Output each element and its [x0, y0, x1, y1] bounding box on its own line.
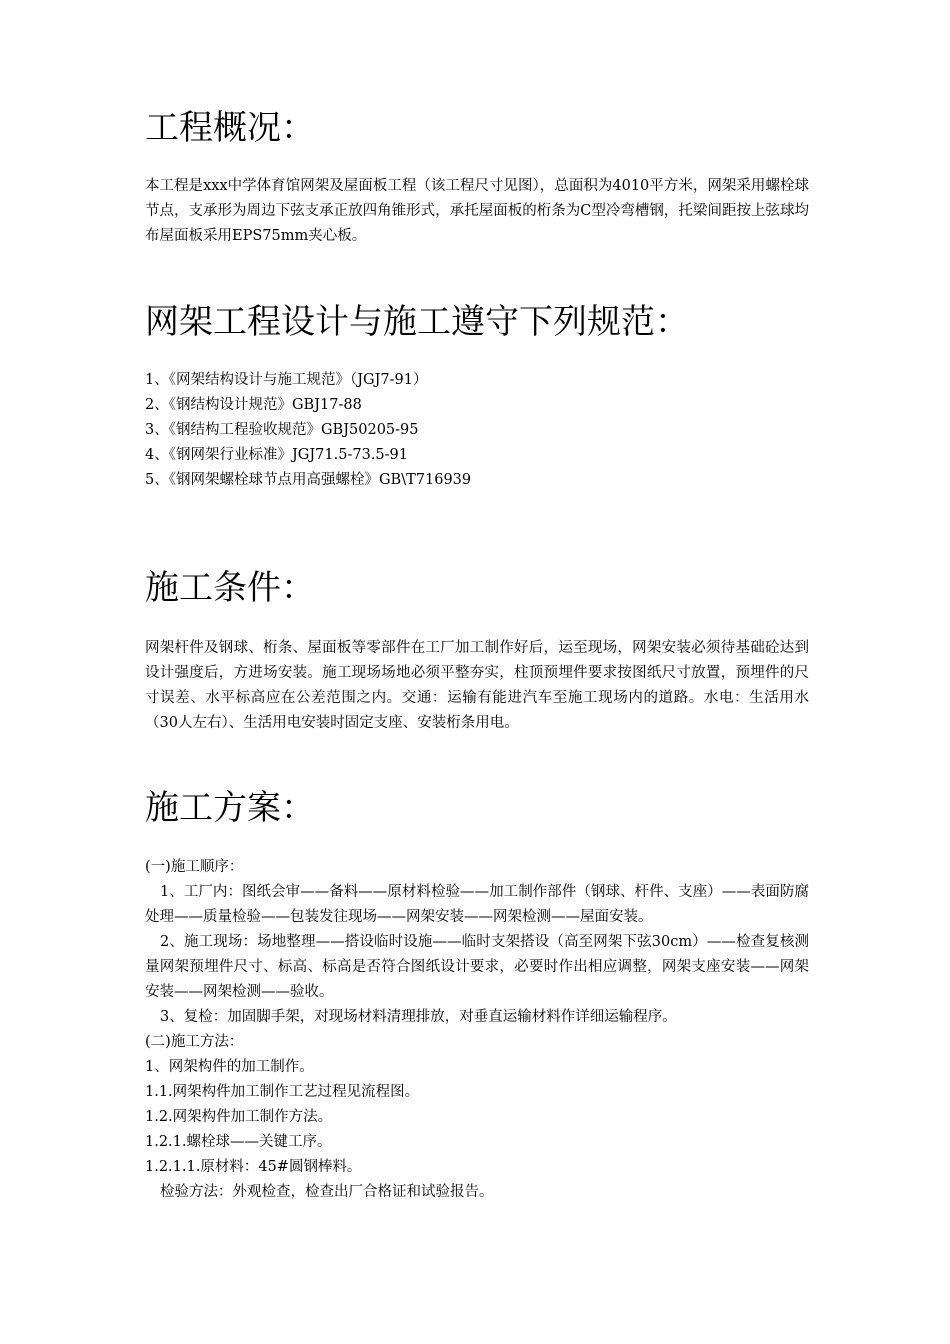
- inspection-method: 检验方法：外观检查，检查出厂合格证和试验报告。: [160, 1184, 494, 1200]
- construction-order-title: (一)施工顺序：: [145, 859, 244, 875]
- plan-heading: 施工方案：: [145, 788, 315, 828]
- conditions-paragraph: 网架杆件及钢球、桁条、屋面板等零部件在工厂加工制作好后，运至现场，网架安装必须待基础砼达到设计强度后，方进场安装。施工现场场地必须平整夯实，柱顶预埋件要求按图纸尺寸放置，预埋件的尺寸误差、水平标高应在公差范围之内。交通：运输有能进汽车至施工现场内的道路。水电：生活用水（30人左右）、生活用电安装时固定支座、安装桁条用电。: [145, 640, 809, 731]
- standard-item-3: 3、《钢结构工程验收规范》GBJ50205-95: [145, 422, 419, 438]
- standards-heading: 网架工程设计与施工遵守下列规范：: [145, 302, 689, 342]
- method-item-1-2: 1.2.网架构件加工制作方法。: [145, 1109, 333, 1125]
- order-step-3: 3、复检：加固脚手架，对现场材料清理排放，对垂直运输材料作详细运输程序。: [160, 1009, 677, 1025]
- method-item-1-2-1-1: 1.2.1.1.原材料：45#圆钢棒料。: [145, 1159, 362, 1175]
- standard-item-4: 4、《钢网架行业标准》JGJ71.5-73.5-91: [145, 447, 409, 463]
- order-step-2: 2、施工现场：场地整理——搭设临时设施——临时支架搭设（高至网架下弦30cm）——检查复核测量网架预埋件尺寸、标高、标高是否符合图纸设计要求，必要时作出相应调整，网架支座安装——网架安装——网架检测——验收。: [145, 934, 809, 1000]
- standard-item-1: 1、《网架结构设计与施工规范》（JGJ7-91）: [145, 372, 428, 388]
- standard-item-2: 2、《钢结构设计规范》GBJ17-88: [145, 397, 362, 413]
- method-item-1: 1、网架构件的加工制作。: [145, 1059, 314, 1075]
- conditions-heading: 施工条件：: [145, 568, 315, 608]
- method-item-1-2-1: 1.2.1.螺栓球——关键工序。: [145, 1134, 332, 1150]
- method-item-1-1: 1.1.网架构件加工制作工艺过程见流程图。: [145, 1084, 420, 1100]
- overview-heading: 工程概况：: [145, 108, 315, 148]
- order-step-1: 1、工厂内：图纸会审——备料——原材料检验——加工制作部件（钢球、杆件、支座）——表面防腐处理——质量检验——包装发往现场——网架安装——网架检测——屋面安装。: [145, 884, 809, 925]
- standard-item-5: 5、《钢网架螺栓球节点用高强螺栓》GB\T716939: [145, 472, 472, 488]
- overview-paragraph: 本工程是xxx中学体育馆网架及屋面板工程（该工程尺寸见图），总面积为4010平方米，网架采用螺栓球节点，支承形为周边下弦支承正放四角锥形式，承托屋面板的桁条为C型冷弯槽钢，托梁间距按上弦球均布屋面板采用EPS75mm夹心板。: [145, 178, 809, 244]
- construction-method-title: (二)施工方法：: [145, 1034, 244, 1050]
